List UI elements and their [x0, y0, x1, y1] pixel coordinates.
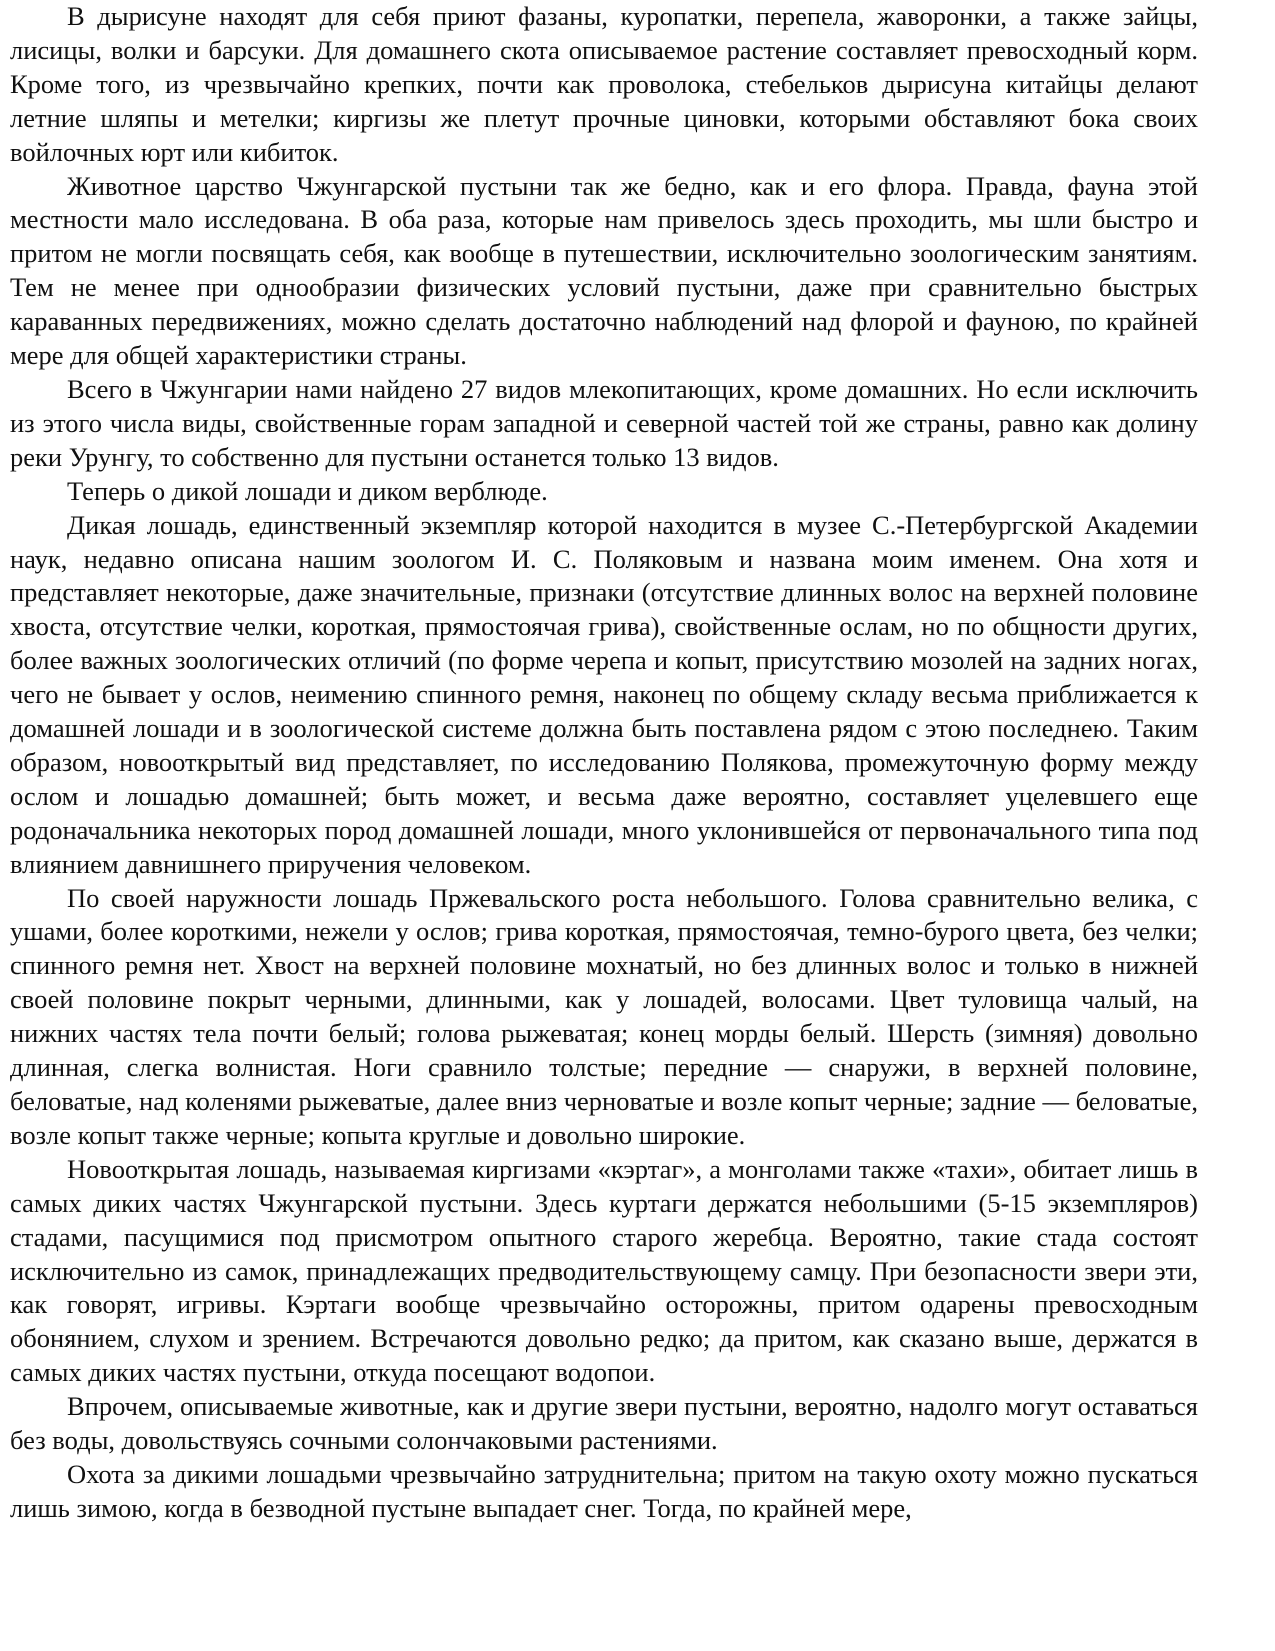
paragraph-9: Охота за дикими лошадьми чрезвычайно затруднительна; притом на такую охоту можно пускаться лишь зимою, когда в безводной пустыне выпадает снег. Тогда, по крайней мере, [10, 1458, 1198, 1523]
paragraph-1: В дырисуне находят для себя приют фазаны, куропатки, перепела, жаворонки, а также зайцы, лисицы, волки и барсуки. Для домашнего скота описываемое растение составляет превосходный корм. Кроме того, из чрезвычайно крепких, почти как проволока, стебельков дырисуна китайцы делают летние шляпы и метелки; киргизы же плетут прочные циновки, которыми обставляют бока своих войлочных юрт или кибиток. [10, 1, 1198, 167]
paragraph-6: По своей наружности лошадь Пржевальского роста небольшого. Голова сравнительно велика, с ушами, более короткими, нежели у ослов; грива короткая, прямостоячая, темно-бурого цвета, без челки; спинного ремня нет. Хвост на верхней половине мохнатый, но без длинных волос и только в нижней своей половине покрыт черными, длинными, как у лошадей, волосами. Цвет туловища чалый, на нижних частях тела почти белый; голова рыжеватая; конец морды белый. Шерсть (зимняя) довольно длинная, слегка волнистая. Ноги сравнило толстые; передние — снаружи, в верхней половине, беловатые, над коленями рыжеватые, далее вниз черноватые и возле копыт черные; задние — беловатые, возле копыт также черные; копыта круглые и довольно широкие. [10, 882, 1198, 1150]
paragraph-4: Теперь о дикой лошади и диком верблюде. [67, 475, 548, 506]
paragraph-5: Дикая лошадь, единственный экземпляр которой находится в музее С.-Петербургской Академии наук, недавно описана нашим зоологом И. С. Поляковым и названа моим именем. Она хотя и представляет некоторые, даже значительные, признаки (отсутствие длинных волос на верхней половине хвоста, отсутствие челки, короткая, прямостоячая грива), свойственные ослам, но по общности других, более важных зоологических отличий (по форме черепа и копыт, присутствию мозолей на задних ногах, чего не бывает у ослов, неимению спинного ремня, наконец по общему складу весьма приближается к домашней лошади и в зоологической системе должна быть поставлена рядом с этою последнею. Таким образом, новооткрытый вид представляет, по исследованию Полякова, промежуточную форму между ослом и лошадью домашней; быть может, и весьма даже вероятно, составляет уцелевшего еще родоначальника некоторых пород домашней лошади, много уклонившейся от первоначального типа под влиянием давнишнего приручения человеком. [10, 509, 1198, 879]
paragraph-7: Новооткрытая лошадь, называемая киргизами «кэртаг», а монголами также «тахи», обитает лишь в самых диких частях Чжунгарской пустыни. Здесь куртаги держатся небольшими (5-15 экземпляров) стадами, пасущимися под присмотром опытного старого жеребца. Вероятно, такие стада состоят исключительно из самок, принадлежащих предводительствующему самцу. При безопасности звери эти, как говорят, игривы. Кэртаги вообще чрезвычайно осторожны, притом одарены превосходным обонянием, слухом и зрением. Встречаются довольно редко; да притом, как сказано выше, держатся в самых диких частях пустыни, откуда посещают водопои. [10, 1153, 1198, 1388]
paragraph-3: Всего в Чжунгарии нами найдено 27 видов млекопитающих, кроме домашних. Но если исключить из этого числа виды, свойственные горам западной и северной частей той же страны, равно как долину реки Урунгу, то собственно для пустыни останется только 13 видов. [10, 373, 1198, 472]
paragraph-8: Впрочем, описываемые животные, как и другие звери пустыни, вероятно, надолго могут оставаться без воды, довольствуясь сочными солончаковыми растениями. [10, 1391, 1198, 1456]
document-page [10, 0, 1198, 1651]
paragraph-2: Животное царство Чжунгарской пустыни так же бедно, как и его флора. Правда, фауна этой местности мало исследована. В оба раза, которые нам привелось здесь проходить, мы шли быстро и притом не могли посвящать себя, как вообще в путешествии, исключительно зоологическим занятиям. Тем не менее при однообразии физических условий пустыни, даже при сравнительно быстрых караванных передвижениях, можно сделать достаточно наблюдений над флорой и фауною, по крайней мере для общей характеристики страны. [10, 170, 1198, 371]
